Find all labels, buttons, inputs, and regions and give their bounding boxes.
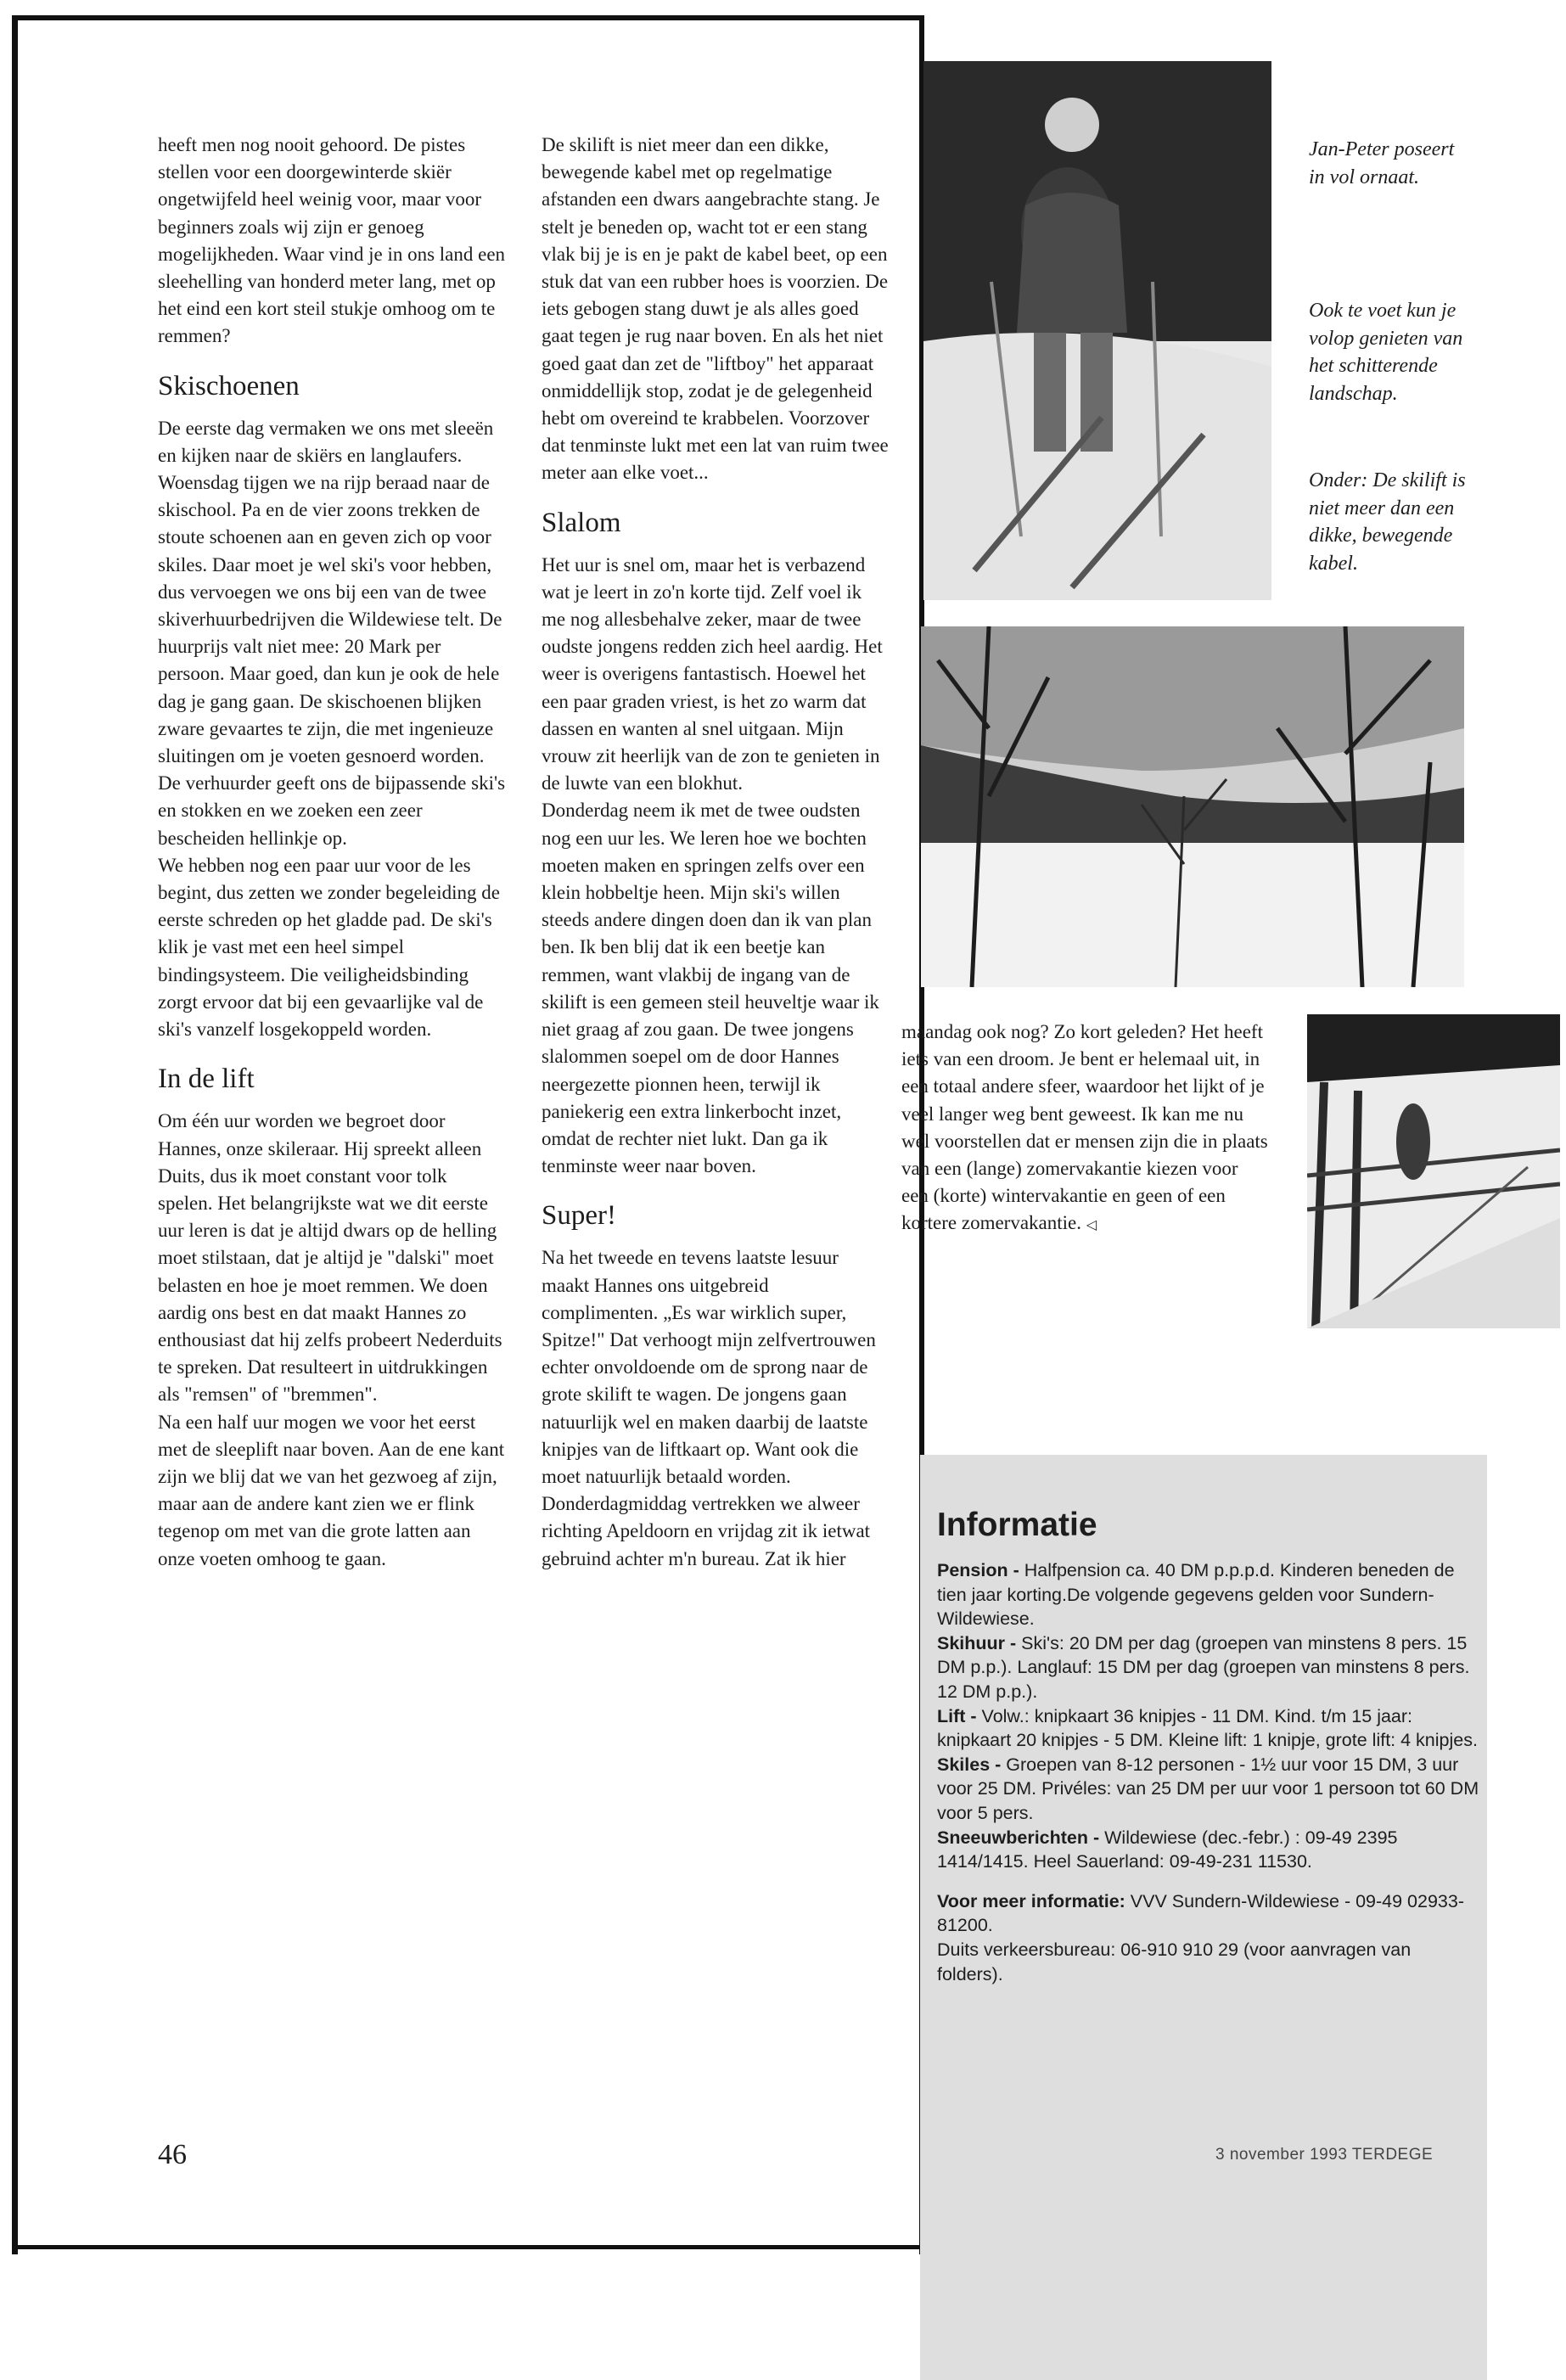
info-meer bbox=[937, 1889, 1480, 1938]
info-label: Skiles - bbox=[937, 1754, 1007, 1775]
paragraph: We hebben nog een paar uur voor de les begint, dus zetten we zonder begeleiding de eerste schreden op het gladde pad. De ski's klik je vast met een heel simpel bindingsysteem. Die veiligheidsbinding zorgt ervoor dat bij een gevaarlijke val de ski's vanzelf losgekoppeld worden. bbox=[158, 854, 500, 1041]
info-text: Halfpension ca. 40 DM p.p.p.d. Kinderen beneden de tien jaar korting.De volgende gegevens gelden voor Sundern-Wildewiese. bbox=[937, 1560, 1455, 1630]
info-label: Voor meer informatie: bbox=[937, 1890, 1131, 1911]
info-text: Wildewiese (dec.-febr.) : 09-49 2395 1414/1415. Heel Sauerland: 09-49-231 11530. bbox=[937, 1827, 1398, 1872]
paragraph: Om één uur worden we begroet door Hannes, onze skileraar. Hij spreekt alleen Duits, dus ik moet constant voor tolk spelen. Het belangrijkste wat we dit eerste uur leren is dat je altijd dwars op de helling moet stilstaan, dat je altijd je "dalski" moet belasten en hoe je moet remmen. We doen aardig ons best en dat maakt Hannes zo enthousiast dat hij zelfs probeert Nederduits te spreken. Dat resulteert in uitdrukkingen als "remsen" of "bremmen". bbox=[158, 1110, 502, 1406]
paragraph: De skilift is niet meer dan een dikke, bewegende kabel met op regelmatige afstanden een dwars aangebrachte stang. Je stelt je beneden op, wacht tot er een stang vlak bij je is en je pakt de kabel beet, op een stuk dat van een rubber hoes is voorzien. De iets gebogen stang duwt je als alles goed gaat tegen je rug naar boven. En als het niet goed gaat dan zet de "liftboy" het apparaat onmiddellijk stop, zodat je de gelegenheid hebt om overeind te krabbelen. Voorzover dat tenminste lukt met een lat van ruim twee meter aan elke voet... bbox=[542, 134, 889, 484]
caption-photo-1: Jan-Peter poseert in vol ornaat. bbox=[1309, 138, 1455, 188]
caption-photo-2: Ook te voet kun je volop genieten van het schitterende landschap. bbox=[1309, 300, 1463, 405]
info-label: Skihuur - bbox=[937, 1632, 1022, 1653]
subheading-slalom: Slalom bbox=[542, 507, 621, 538]
paragraph: Het uur is snel om, maar het is verbazend wat je leert in zo'n korte tijd. Zelf voel ik me nog allesbehalve zeker, maar de twee oudste jongens redden zich heel aardig. Het weer is overigens fantastisch. Hoewel het een paar graden vriest, is het zo warm dat dassen en wanten al snel uitgaan. Mijn vrouw zit heerlijk van de zon te genieten in de luwte van een blokhut. bbox=[542, 553, 883, 794]
info-skihuur bbox=[937, 1631, 1480, 1704]
paragraph: Na een half uur mogen we voor het eerst met de sleeplift naar boven. Aan de ene kant zijn we blij dat we van het gezwoeg af zijn, maar aan de andere kant zien we er flink tegenop om met van die grote latten aan onze voeten omhoog te gaan. bbox=[158, 1411, 505, 1569]
paragraph bbox=[901, 1019, 1269, 1240]
info-sneeuwberichten bbox=[937, 1826, 1480, 1874]
info-duits: Duits verkeersbureau: 06-910 910 29 (voor aanvragen van folders). bbox=[937, 1939, 1412, 1984]
info-box bbox=[920, 1455, 1487, 2380]
subheading-in-de-lift: In de lift bbox=[158, 1064, 255, 1095]
info-pension bbox=[937, 1558, 1480, 1631]
paragraph-text: maandag ook nog? Zo kort geleden? Het heeft iets van een droom. Je bent er helemaal uit, in een totaal andere sfeer, waardoor het lijkt of je veel langer weg bent geweest. Ik kan me nu wel voorstellen dat er mensen zijn die in plaats van een (lange) zomervakantie kiezen voor een (korte) wintervakantie en geen of een kortere zomervakantie. bbox=[901, 1021, 1268, 1234]
article-column-1 bbox=[158, 132, 506, 1573]
page-number: 46 bbox=[158, 2139, 187, 2170]
photo-skier-boy bbox=[923, 61, 1271, 600]
paragraph: heeft men nog nooit gehoord. De pistes stellen voor een doorgewinterde skiër ongetwijfeld heel weinig voor, maar voor beginners zoals wij zijn er genoeg mogelijkheden. Waar vind je in ons land een sleehelling van honderd meter lang, met op het eind een kort steil stukje omhoog om te remmen? bbox=[158, 134, 506, 347]
photo-winter-landscape bbox=[921, 626, 1464, 987]
article-column-3 bbox=[901, 1019, 1269, 1240]
page-frame-top bbox=[12, 15, 924, 20]
info-box-content bbox=[937, 1506, 1480, 1986]
article-column-2 bbox=[542, 132, 890, 1573]
info-title: Informatie bbox=[937, 1507, 1097, 1543]
paragraph: De eerste dag vermaken we ons met sleeën en kijken naar de skiërs en langlaufers. Woensdag tijgen we na rijp beraad naar de skischool. Pa en de vier zoons trekken de stoute schoenen aan en geven zich op voor skiles. Daar moet je wel ski's voor hebben, dus vervoegen we ons bij een van de twee skiverhuurbedrijven die Wildewiese telt. De huurprijs valt niet mee: 20 Mark per persoon. Maar goed, dan kun je ook de hele dag je gang gaan. De skischoenen blijken zware gevaartes te zijn, die met ingenieuze sluitingen om je voeten gesnoerd worden. De verhuurder geeft ons de bijpassende ski's en stokken en we zoeken een zeer bescheiden hellinkje op. bbox=[158, 417, 506, 849]
caption-photo-3: Onder: De skilift is niet meer dan een dikke, bewegende kabel. bbox=[1309, 469, 1466, 575]
paragraph: Na het tweede en tevens laatste lesuur maakt Hannes ons uitgebreid complimenten. „Es war wirklich super, Spitze!" Dat verhoogt mijn zelfvertrouwen echter onvoldoende om de sprong naar de grote skilift te wagen. De jongens gaan natuurlijk wel en maken daarbij de laatste knipjes van de liftkaart op. Want ook die moet natuurlijk betaald worden. bbox=[542, 1247, 876, 1487]
paragraph: Donderdag neem ik met de twee oudsten nog een uur les. We leren hoe we bochten moeten maken en springen zelfs over een klein hobbeltje heen. Mijn ski's willen steeds andere dingen doen dan ik van plan ben. Ik ben blij dat ik een beetje kan remmen, want vlakbij de ingang van de skilift is een gemeen steil heuveltje waar ik niet graag af zou gaan. De twee jongens slalommen soepel om de door Hannes neergezette pionnen heen, terwijl ik paniekerig een extra linkerbocht inzet, omdat de rechter niet lukt. Dan ga ik tenminste weer naar boven. bbox=[542, 800, 879, 1177]
info-lift bbox=[937, 1704, 1480, 1753]
page-frame-left bbox=[12, 15, 18, 2254]
info-text: VVV Sundern-Wildewiese - 09-49 02933-81200. bbox=[937, 1890, 1464, 1936]
issue-footer: 3 november 1993 TERDEGE bbox=[1215, 2146, 1434, 2164]
info-label: Pension - bbox=[937, 1560, 1024, 1580]
page-frame-bottom bbox=[12, 2245, 924, 2249]
info-label: Sneeuwberichten - bbox=[937, 1827, 1105, 1848]
info-skiles bbox=[937, 1753, 1480, 1826]
subheading-super: Super! bbox=[542, 1200, 616, 1232]
paragraph: Donderdagmiddag vertrekken we alweer richting Apeldoorn en vrijdag zit ik ietwat gebruind achter m'n bureau. Zat ik hier bbox=[542, 1493, 871, 1569]
subheading-skischoenen: Skischoenen bbox=[158, 370, 300, 401]
end-mark-icon: ◁ bbox=[1086, 1218, 1097, 1233]
info-text: Groepen van 8-12 personen - 1½ uur voor 15 DM, 3 uur voor 25 DM. Privéles: van 25 DM per uur voor 1 persoon tot 60 DM voor 5 pers. bbox=[937, 1754, 1479, 1823]
info-text: Ski's: 20 DM per dag (groepen van minstens 8 pers. 15 DM p.p.). Langlauf: 15 DM per dag (groepen van minstens 8 pers. 12 DM p.p.). bbox=[937, 1632, 1470, 1702]
photo-ski-lift bbox=[1307, 1014, 1560, 1328]
info-text: Volw.: knipkaart 36 knipjes - 11 DM. Kind. t/m 15 jaar: knipkaart 20 knipjes - 5 DM. Kleine lift: 1 knipje, grote lift: 4 knipjes. bbox=[937, 1705, 1478, 1751]
info-label: Lift - bbox=[937, 1705, 982, 1726]
